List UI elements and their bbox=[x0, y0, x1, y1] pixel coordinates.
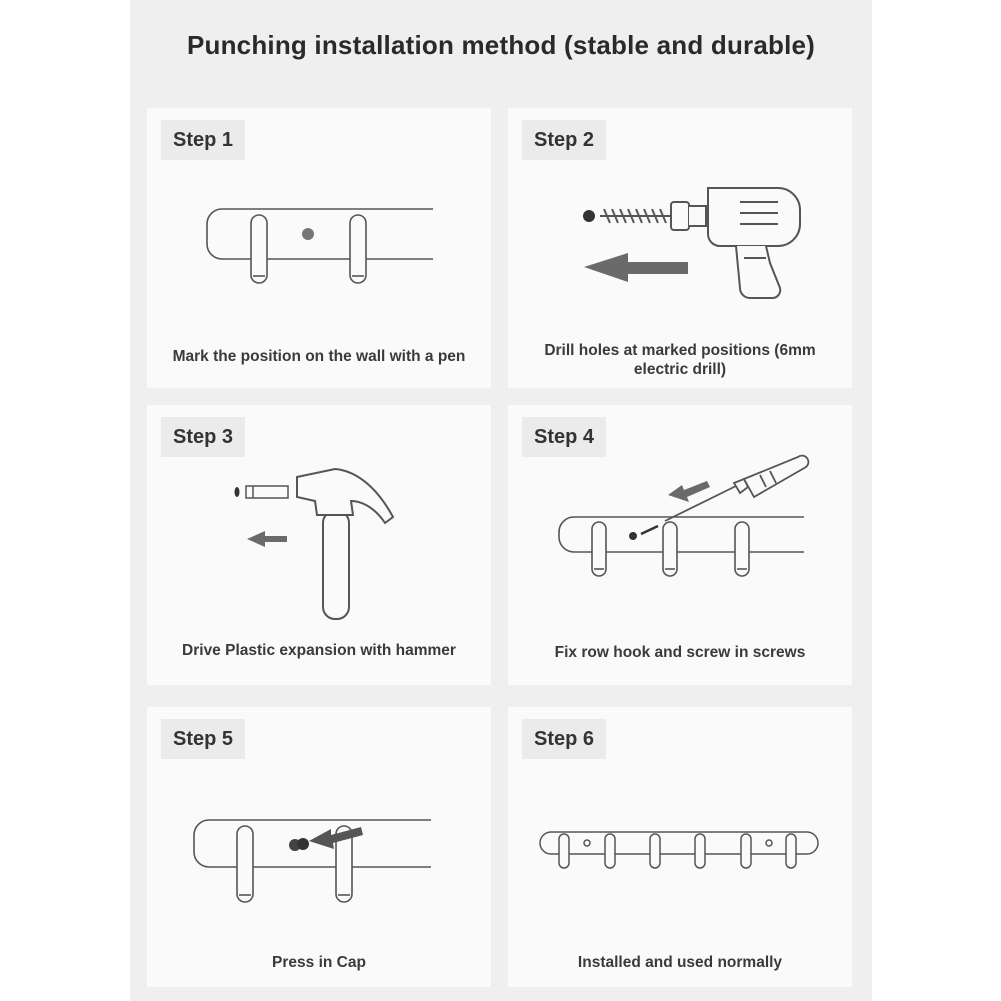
step-label: Step 3 bbox=[161, 417, 245, 457]
step-label: Step 5 bbox=[161, 719, 245, 759]
step-caption: Installed and used normally bbox=[577, 954, 783, 971]
step-card-5 bbox=[147, 707, 491, 987]
step-caption: Mark the position on the wall with a pen bbox=[172, 348, 466, 365]
press-cap-icon bbox=[147, 707, 491, 987]
step-card-1 bbox=[147, 108, 491, 388]
step-caption: Drill holes at marked positions (6mm electric drill) bbox=[544, 342, 816, 378]
step-caption: Fix row hook and screw in screws bbox=[554, 644, 806, 661]
step-label: Step 1 bbox=[161, 120, 245, 160]
hook-rail-mark-icon bbox=[147, 108, 491, 388]
step-label: Step 2 bbox=[522, 120, 606, 160]
page-title: Punching installation method (stable and durable) bbox=[186, 30, 816, 60]
step-caption: Drive Plastic expansion with hammer bbox=[182, 642, 456, 659]
step-card-2 bbox=[508, 108, 852, 388]
step-label: Step 4 bbox=[522, 417, 606, 457]
step-card-6 bbox=[508, 707, 852, 987]
step-label: Step 6 bbox=[522, 719, 606, 759]
step-card-4 bbox=[508, 405, 852, 685]
step-card-3 bbox=[147, 405, 491, 685]
step-caption: Press in Cap bbox=[272, 954, 366, 971]
installed-hook-rail-icon bbox=[508, 707, 852, 987]
